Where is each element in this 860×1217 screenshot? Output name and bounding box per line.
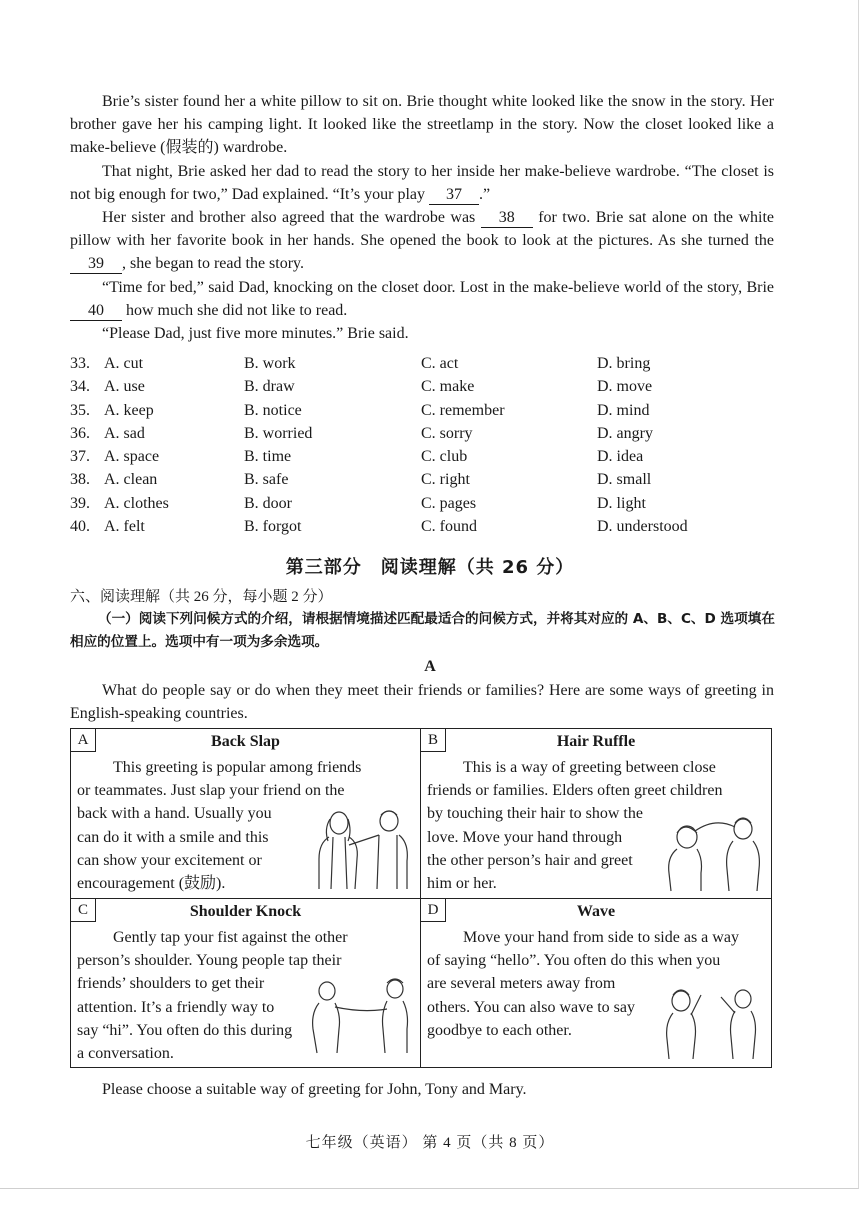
question-number: 35.	[70, 401, 90, 419]
text-line: encouragement (鼓励).	[77, 875, 226, 893]
option-c[interactable]: C. found	[421, 518, 477, 536]
greeting-cell-c	[71, 899, 421, 1067]
text-line: love. Move your hand through	[427, 828, 623, 846]
option-d[interactable]: D. bring	[597, 355, 651, 372]
option-c[interactable]: C. make	[421, 378, 475, 396]
option-b[interactable]: B. safe	[244, 471, 289, 489]
option-a[interactable]: A. clean	[104, 471, 158, 489]
blank-39[interactable]: 39	[70, 255, 122, 274]
back-slap-illustration	[311, 805, 415, 893]
greeting-title: Shoulder Knock	[189, 903, 302, 920]
option-b[interactable]: B. notice	[244, 401, 302, 419]
question-number: 40.	[70, 518, 90, 536]
option-c[interactable]: C. sorry	[421, 424, 473, 442]
blank-37[interactable]: 37	[429, 186, 479, 205]
text-line: or teammates. Just slap your friend on the	[77, 782, 345, 800]
paragraph-2: That night, Brie asked her dad to read the story to her inside her make-believe wardrobe. “The closet is not big enough for two,” Dad explained. “It’s your play 37 .”	[70, 162, 774, 203]
paragraph-1: Brie’s sister found her a white pillow to sit on. Brie thought white looked like the snow in the story. Her brother gave her his camping light. It looked like the streetlamp in the story. Now the closet looked like a make-believe (假装的) wardrobe.	[70, 93, 774, 157]
paragraph-3: Her sister and brother also agreed that the wardrobe was 38 for two. Brie sat alone on the white pillow with her favorite book in her hands. She opened the book to look at the pictures. As she turned the 39 , she began to read the story.	[70, 209, 775, 273]
option-a[interactable]: A. felt	[104, 518, 145, 536]
question-38-options	[70, 468, 790, 491]
greeting-cell-b	[421, 729, 771, 899]
option-d[interactable]: D. idea	[597, 448, 644, 466]
text-line: Gently tap your fist against the other	[113, 929, 348, 946]
option-letter: B	[421, 729, 446, 752]
text-line: a conversation.	[77, 1045, 174, 1063]
option-b[interactable]: B. time	[244, 448, 292, 466]
question-37-options	[70, 445, 790, 468]
greeting-cell-a	[71, 729, 421, 899]
option-b[interactable]: B. forgot	[244, 518, 302, 536]
option-letter: D	[421, 899, 446, 922]
greeting-title: Back Slap	[211, 733, 280, 750]
option-a[interactable]: A. clothes	[104, 494, 169, 512]
passage-label: A	[424, 658, 436, 675]
question-36-options	[70, 422, 790, 445]
text-line: are several meters away from	[427, 975, 616, 993]
text-line: attention. It’s a friendly way to	[77, 998, 275, 1016]
text-line: This is a way of greeting between close	[463, 759, 716, 776]
paragraph-5: “Please Dad, just five more minutes.” Brie said.	[102, 325, 409, 343]
shoulder-knock-illustration	[307, 975, 417, 1057]
option-c[interactable]: C. club	[421, 448, 468, 466]
question-number: 37.	[70, 448, 90, 466]
greeting-title: Wave	[576, 903, 616, 920]
text-line: person’s shoulder. Young people tap their	[77, 952, 342, 970]
greeting-title: Hair Ruffle	[556, 733, 636, 750]
text-line: Move your hand from side to side as a way	[463, 929, 739, 946]
text-line: of saying “hello”. You often do this when you	[427, 952, 721, 970]
option-d[interactable]: D. angry	[597, 424, 653, 442]
option-b[interactable]: B. draw	[244, 378, 295, 396]
reading-instruction: （一）阅读下列问候方式的介绍，请根据情境描述匹配最适合的问候方式，并将其对应的 A、B、C、D 选项填在相应的位置上。选项中有一项为多余选项。	[70, 611, 775, 650]
option-a[interactable]: A. sad	[104, 424, 145, 442]
question-number: 39.	[70, 494, 90, 512]
option-c[interactable]: C. pages	[421, 494, 477, 512]
option-b[interactable]: B. work	[244, 355, 296, 372]
question-number: 38.	[70, 471, 90, 489]
answer-options	[70, 352, 790, 538]
page-footer: 七年级（英语） 第 4 页（共 8 页）	[305, 1135, 555, 1151]
question-35-options	[70, 399, 790, 422]
text-line: say “hi”. You often do this during	[77, 1021, 293, 1039]
question-40-options	[70, 515, 790, 538]
option-c[interactable]: C. act	[421, 355, 459, 372]
text-line: friends or families. Elders often greet children	[427, 782, 723, 800]
option-d[interactable]: D. small	[597, 471, 652, 489]
greeting-table	[70, 728, 772, 1068]
text-line: by touching their hair to show the	[427, 805, 643, 823]
hair-ruffle-illustration	[663, 809, 767, 893]
text-line: This greeting is popular among friends	[113, 759, 362, 776]
blank-40[interactable]: 40	[70, 302, 122, 321]
option-a[interactable]: A. use	[104, 378, 145, 396]
text-line: others. You can also wave to say	[427, 998, 635, 1016]
text-line: back with a hand. Usually you	[77, 805, 272, 823]
text-line: can do it with a smile and this	[77, 828, 269, 846]
text-line: goodbye to each other.	[427, 1021, 572, 1039]
question-number: 33.	[70, 355, 90, 372]
part-3-title: 第三部分 阅读理解（共 26 分）	[285, 557, 575, 578]
option-d[interactable]: D. understood	[597, 518, 688, 536]
option-d[interactable]: D. light	[597, 494, 646, 512]
text-line: can show your excitement or	[77, 851, 262, 869]
option-d[interactable]: D. move	[597, 378, 653, 396]
question-number: 36.	[70, 424, 90, 442]
question-prompt: Please choose a suitable way of greeting for John, Tony and Mary.	[102, 1081, 527, 1098]
option-a[interactable]: A. cut	[104, 355, 144, 372]
text-line: him or her.	[427, 875, 497, 893]
question-39-options	[70, 492, 790, 515]
option-c[interactable]: C. right	[421, 471, 470, 489]
option-c[interactable]: C. remember	[421, 401, 505, 419]
text-line: friends’ shoulders to get their	[77, 975, 265, 993]
cloze-passage	[70, 90, 774, 345]
wave-illustration	[661, 981, 765, 1061]
text-line: the other person’s hair and greet	[427, 851, 633, 869]
option-b[interactable]: B. door	[244, 494, 292, 512]
option-letter: A	[71, 729, 96, 752]
passage-intro: What do people say or do when they meet their friends or families? Here are some ways of greeting in English-speaking countries.	[70, 682, 774, 722]
greeting-cell-d	[421, 899, 771, 1067]
option-b[interactable]: B. worried	[244, 424, 313, 442]
option-a[interactable]: A. space	[104, 448, 160, 466]
option-d[interactable]: D. mind	[597, 401, 650, 419]
question-34-options	[70, 375, 790, 398]
blank-38[interactable]: 38	[481, 209, 533, 228]
question-33-options	[70, 352, 790, 375]
section-6-heading: 六、阅读理解（共 26 分，每小题 2 分）	[70, 589, 333, 605]
question-number: 34.	[70, 378, 90, 396]
paragraph-4: “Time for bed,” said Dad, knocking on the closet door. Lost in the make-believe world of the story, Brie 40 how much she did not like to read.	[70, 276, 774, 322]
option-a[interactable]: A. keep	[104, 401, 154, 419]
option-letter: C	[71, 899, 96, 922]
